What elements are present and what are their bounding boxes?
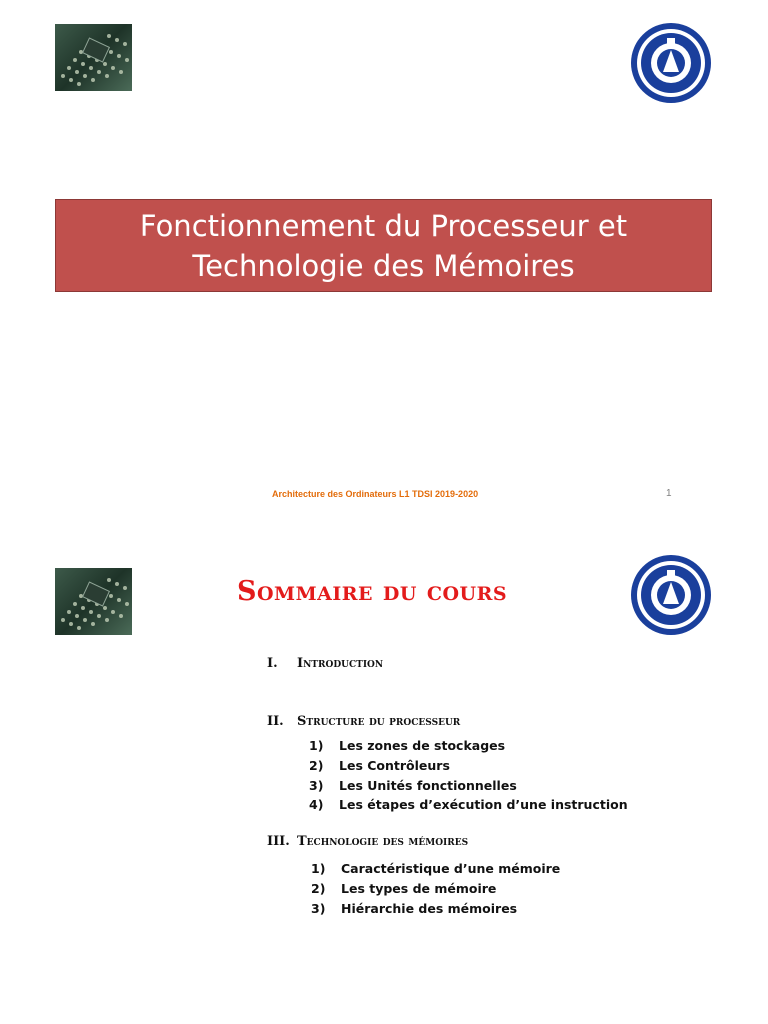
toc-item: 2) Les types de mémoire (311, 881, 497, 896)
toc-section (267, 834, 468, 849)
section-label: Technologie des mémoires (297, 834, 469, 849)
section-number: II. (267, 714, 284, 729)
toc-item: 3) Les Unités fonctionnelles (309, 778, 517, 793)
summary-heading: Sommaire du cours (237, 576, 508, 607)
section-label: Structure du processeur (297, 714, 461, 729)
toc-item: 4) Les étapes d’exécution d’une instruction (309, 797, 628, 812)
document-title: Fonctionnement du Processeur et Technologie des Mémoires (139, 208, 628, 283)
title-banner (55, 199, 712, 292)
page-number: 1 (666, 488, 672, 499)
section-number: I. (267, 656, 278, 671)
toc-item: 1) Les zones de stockages (309, 738, 506, 753)
university-seal-logo (630, 554, 712, 636)
university-seal-logo (630, 22, 712, 104)
slide-2 (0, 512, 768, 1024)
toc-item: 1) Caractéristique d’une mémoire (311, 861, 561, 876)
section-label: Introduction (297, 656, 384, 671)
processor-chip-image (55, 24, 132, 91)
toc-item: 2) Les Contrôleurs (309, 758, 450, 773)
footer-course-label: Architecture des Ordinateurs L1 TDSI 2019-2020 (272, 489, 479, 499)
section-number: III. (267, 834, 290, 849)
toc-item: 3) Hiérarchie des mémoires (311, 901, 518, 916)
toc-section (267, 714, 460, 729)
processor-chip-image (55, 568, 132, 635)
toc-section (267, 656, 383, 671)
